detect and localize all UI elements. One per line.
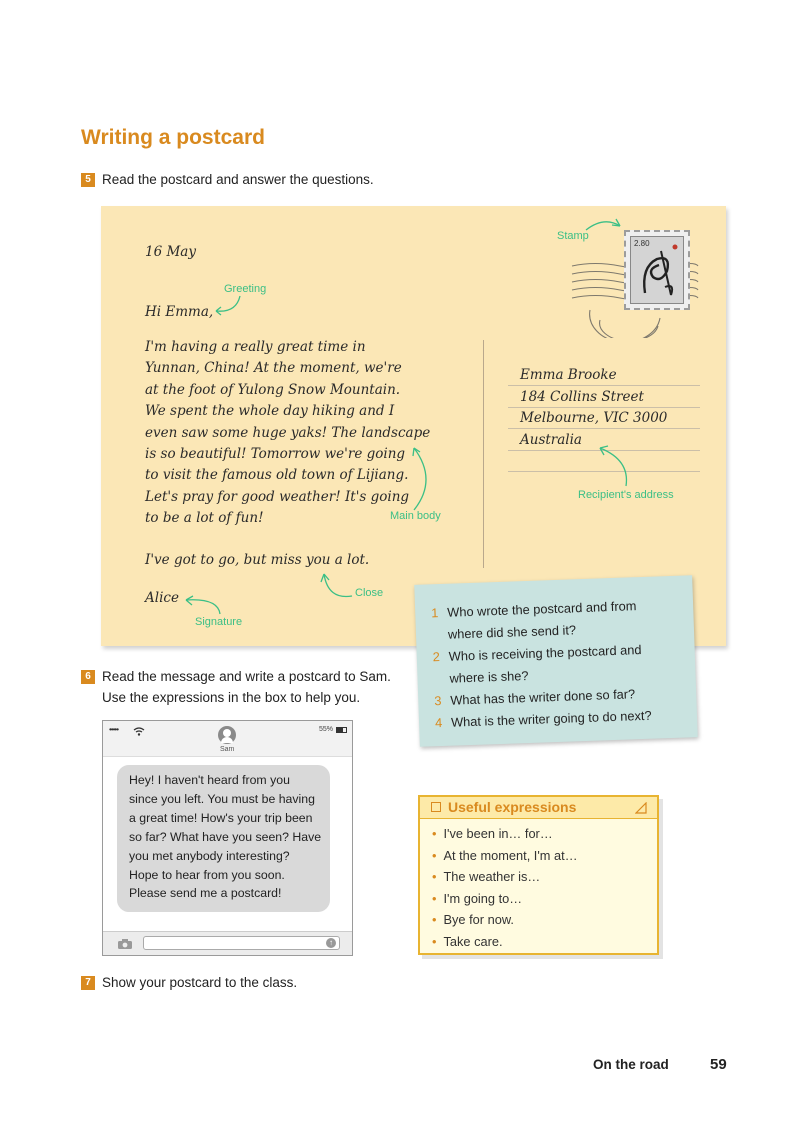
questions-box xyxy=(414,575,697,747)
body-line: at the foot of Yulong Snow Mountain. xyxy=(145,381,401,398)
list-item: • I've been in… for… xyxy=(432,826,553,841)
corner-icon xyxy=(635,802,647,814)
camera-icon[interactable] xyxy=(117,938,133,950)
signal-icon: ••••• xyxy=(109,725,119,734)
body-line: even saw some huge yaks! The landscape xyxy=(145,424,431,441)
stamp-value: 2.80 xyxy=(634,239,650,248)
exercise-number-5: 5 xyxy=(81,173,95,187)
exercise-7-instruction: Show your postcard to the class. xyxy=(102,975,298,990)
greeting-label: Greeting xyxy=(224,283,267,295)
recipient-address xyxy=(520,365,667,451)
message-input[interactable] xyxy=(143,936,340,950)
postcard-signature: Alice xyxy=(145,590,179,606)
contact-name: Sam xyxy=(220,746,235,753)
main-body-arrow-icon xyxy=(400,440,440,520)
address-street: 184 Collins Street xyxy=(520,388,644,405)
exercise-5-instruction: Read the postcard and answer the questions. xyxy=(102,172,374,187)
question-number: 2 xyxy=(432,649,441,665)
postcard-divider xyxy=(483,340,484,568)
exercise-number-7: 7 xyxy=(81,976,95,990)
body-line: is so beautiful! Tomorrow we're going xyxy=(145,445,406,462)
postcard-close: I've got to go, but miss you a lot. xyxy=(145,552,370,568)
signature-label: Signature xyxy=(195,616,243,628)
close-arrow-icon xyxy=(318,570,358,606)
page-title: Writing a postcard xyxy=(81,126,265,149)
address-name: Emma Brooke xyxy=(520,367,617,383)
list-item: • Bye for now. xyxy=(432,912,514,927)
postcard-body xyxy=(145,337,430,530)
footer-section: On the road xyxy=(593,1057,669,1072)
recipient-address-label: Recipient's address xyxy=(578,489,674,501)
postcard-date: 16 May xyxy=(145,244,196,260)
stamp xyxy=(624,230,690,310)
battery-icon xyxy=(336,727,347,733)
phone-status-bar xyxy=(103,721,352,757)
list-item: • At the moment, I'm at… xyxy=(432,847,578,863)
question-1: 1 Who wrote the postcard and from where did she send it? xyxy=(430,598,637,642)
body-line: We spent the whole day hiking and I xyxy=(145,403,395,420)
recipient-arrow-icon xyxy=(590,440,640,490)
phone-input-bar xyxy=(103,931,352,955)
question-number: 3 xyxy=(434,693,442,709)
exercise-number-6: 6 xyxy=(81,670,95,684)
list-item: • I'm going to… xyxy=(432,890,523,906)
question-number: 4 xyxy=(434,715,443,731)
question-4: 4 What is the writer going to do next? xyxy=(435,705,652,735)
signature-arrow-icon xyxy=(180,592,230,618)
main-body-label: Main body xyxy=(390,510,441,522)
stamp-label: Stamp xyxy=(557,230,589,242)
message-bubble: Hey! I haven't heard from you since you left. You must be having a great time! How's your trip been so far? What have you seen? Have you met anybody interesting? Hope to hear from you soon. Please send me a postcard! xyxy=(117,765,330,912)
battery-level: 55% xyxy=(319,726,334,733)
useful-expressions-header xyxy=(420,797,657,819)
postcard-greeting: Hi Emma, xyxy=(145,304,214,320)
question-3: 3 What has the writer done so far? xyxy=(434,683,636,712)
page-number: 59 xyxy=(710,1056,727,1073)
question-2: 2 Who is receiving the postcard and where is she? xyxy=(432,642,642,686)
address-city: Melbourne, VIC 3000 xyxy=(520,410,668,426)
send-icon[interactable]: ↑ xyxy=(326,938,336,948)
useful-expressions-title: Useful expressions xyxy=(448,799,577,815)
question-number: 1 xyxy=(430,605,439,621)
address-country: Australia xyxy=(520,431,582,448)
body-line: Yunnan, China! At the moment, we're xyxy=(145,360,402,377)
list-item: • Take care. xyxy=(432,933,503,949)
expressions-list xyxy=(432,823,578,952)
checkbox-icon xyxy=(431,802,441,812)
close-label: Close xyxy=(355,587,384,599)
useful-expressions-box xyxy=(418,795,659,955)
body-line: Let's pray for good weather! It's going xyxy=(145,488,410,505)
body-line: to be a lot of fun! xyxy=(145,510,264,527)
greeting-arrow-icon xyxy=(210,293,246,319)
avatar[interactable] xyxy=(218,726,236,744)
exercise-6-instruction: Read the message and write a postcard to Sam. Use the expressions in the box to help you. xyxy=(102,669,391,705)
wifi-icon xyxy=(133,727,145,736)
body-line: to visit the famous old town of Lijiang. xyxy=(145,467,409,484)
body-line: I'm having a really great time in xyxy=(145,339,366,355)
list-item: • The weather is… xyxy=(432,869,541,884)
